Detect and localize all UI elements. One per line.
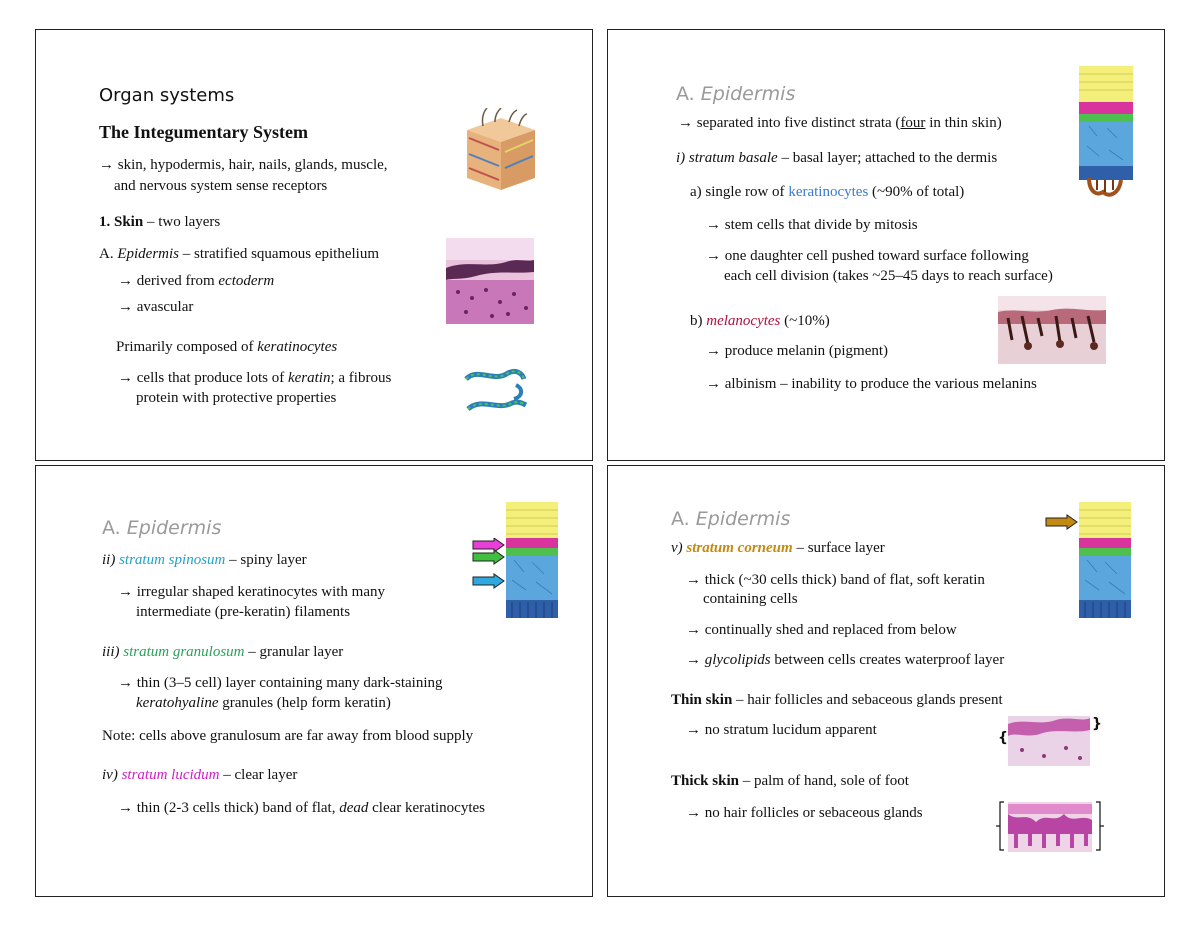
layer-arrows	[472, 538, 506, 592]
keratin-line-1: → cells that produce lots of keratin; a fibrous	[118, 370, 392, 386]
keratin-fiber-image	[464, 365, 528, 415]
no-hair-line: → no hair follicles or sebaceous glands	[686, 805, 923, 821]
strata-diagram-image	[1079, 66, 1133, 198]
keratin-line-2: protein with protective properties	[136, 390, 337, 406]
arrow-corneum-icon	[1045, 514, 1079, 530]
melanocytes-line: b) melanocytes (~10%)	[690, 313, 830, 329]
section-title: A. Epidermis	[676, 83, 796, 105]
blood-supply-note: Note: cells above granulosum are far away from blood supply	[102, 728, 474, 744]
strata-line: → separated into five distinct strata (four in thin skin)	[678, 115, 1002, 131]
epidermis-definition: A. Epidermis – stratified squamous epithelium	[99, 246, 379, 262]
skin-heading: 1. Skin – two layers	[99, 214, 221, 230]
slide-title: The Integumentary System	[99, 122, 308, 142]
lucidum-line: iv) stratum lucidum – clear layer	[102, 767, 298, 783]
no-lucidum-line: → no stratum lucidum apparent	[686, 722, 877, 738]
arrow-spinosum-icon	[473, 574, 504, 588]
basale-line: i) stratum basale – basal layer; attached to the dermis	[676, 150, 998, 166]
slide-epidermis-spinosum	[35, 465, 593, 897]
strata-diagram-image	[1079, 502, 1131, 618]
albinism-line: → albinism – inability to produce the various melanins	[706, 376, 1037, 392]
daughter-line-1: → one daughter cell pushed toward surface following	[706, 248, 1029, 264]
granulosum-line: iii) stratum granulosum – granular layer	[102, 644, 344, 660]
melanocyte-histology-image	[998, 296, 1106, 364]
arrow-lucidum-icon	[473, 538, 504, 552]
primarily-line: Primarily composed of keratinocytes	[116, 339, 338, 355]
section-title: A. Epidermis	[671, 508, 791, 530]
derived-line: → derived from ectoderm	[118, 273, 275, 289]
slide-epidermis-basale	[607, 29, 1165, 461]
shed-line: → continually shed and replaced from below	[686, 622, 957, 638]
svg-text:{: {	[998, 730, 1008, 746]
epidermis-histology-image	[446, 238, 534, 324]
thick-skin-histology-image	[996, 798, 1104, 854]
lucidum-detail: → thin (2-3 cells thick) band of flat, dead clear keratinocytes	[118, 800, 485, 816]
slide-integumentary-intro	[35, 29, 593, 461]
thick-skin-line: Thick skin – palm of hand, sole of foot	[671, 773, 909, 789]
section-title: A. Epidermis	[102, 517, 222, 539]
stem-line: → stem cells that divide by mitosis	[706, 217, 918, 233]
glycolipids-line: → glycolipids between cells creates waterproof layer	[686, 652, 1005, 668]
keratinocytes-line: a) single row of keratinocytes (~90% of total)	[690, 184, 965, 200]
daughter-line-2: each cell division (takes ~25–45 days to reach surface)	[724, 268, 1053, 284]
thin-skin-histology-image	[996, 712, 1104, 768]
corneum-line: v) stratum corneum – surface layer	[671, 540, 885, 556]
skin-diagram-image	[461, 108, 539, 196]
irregular-line-2: intermediate (pre-keratin) filaments	[136, 604, 351, 620]
strata-diagram-image	[506, 502, 558, 618]
thin-layer-line-1: → thin (3–5 cell) layer containing many dark-staining	[118, 675, 443, 691]
intro-line-1: → skin, hypodermis, hair, nails, glands, muscle,	[99, 157, 388, 173]
spinosum-line: ii) stratum spinosum – spiny layer	[102, 552, 307, 568]
melanin-line: → produce melanin (pigment)	[706, 343, 889, 359]
arrow-granulosum-icon	[473, 550, 504, 564]
thin-skin-line: Thin skin – hair follicles and sebaceous glands present	[671, 692, 1003, 708]
irregular-line-1: → irregular shaped keratinocytes with many	[118, 584, 385, 600]
thick-band-line-2: containing cells	[703, 591, 798, 607]
avascular-line: → avascular	[118, 299, 194, 315]
slide-heading: Organ systems	[99, 85, 235, 106]
svg-text:}: }	[1092, 716, 1102, 732]
intro-line-2: and nervous system sense receptors	[114, 178, 328, 194]
thick-band-line-1: → thick (~30 cells thick) band of flat, soft keratin	[686, 572, 985, 588]
thin-layer-line-2: keratohyaline granules (help form keratin)	[136, 695, 391, 711]
slide-epidermis-corneum	[607, 465, 1165, 897]
